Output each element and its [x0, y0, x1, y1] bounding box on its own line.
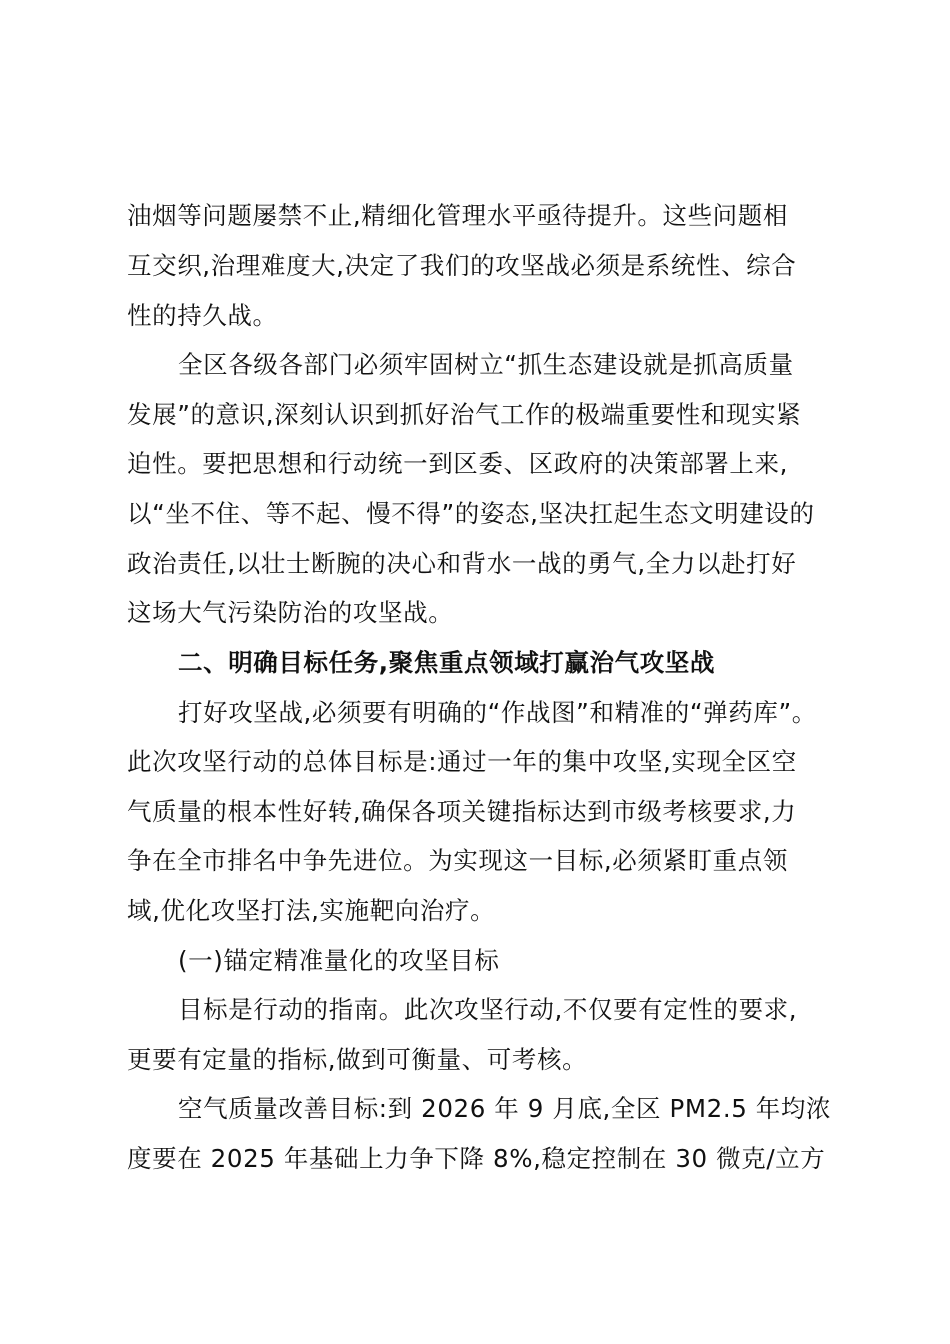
- body-text-line: 互交织,治理难度大,决定了我们的攻坚战必须是系统性、综合: [127, 251, 797, 280]
- body-text-line: 域,优化攻坚打法,实施靶向治疗。: [127, 896, 496, 925]
- body-text-line: 争在全市排名中争先进位。为实现这一目标,必须紧盯重点领: [127, 846, 788, 875]
- body-text-line: 性的持久战。: [127, 301, 278, 330]
- body-text-line: 此次攻坚行动的总体目标是:通过一年的集中攻坚,实现全区空: [127, 747, 797, 776]
- body-text-line: 全区各级各部门必须牢固树立“抓生态建设就是抓高质量: [178, 350, 794, 379]
- body-text-line: 更要有定量的指标,做到可衡量、可考核。: [127, 1045, 588, 1074]
- body-text-line: 空气质量改善目标:到 2026 年 9 月底,全区 PM2.5 年均浓: [178, 1094, 832, 1123]
- body-text-line: 油烟等问题屡禁不止,精细化管理水平亟待提升。这些问题相: [127, 201, 788, 230]
- body-text-line: 打好攻坚战,必须要有明确的“作战图”和精准的“弹药库”。: [178, 698, 817, 727]
- body-text-line: 政治责任,以壮士断腕的决心和背水一战的勇气,全力以赴打好: [127, 549, 797, 578]
- body-text-line: 迫性。要把思想和行动统一到区委、区政府的决策部署上来,: [127, 449, 788, 478]
- body-text-line: 目标是行动的指南。此次攻坚行动,不仅要有定性的要求,: [178, 995, 798, 1024]
- body-text-line: 这场大气污染防治的攻坚战。: [127, 598, 454, 627]
- body-text-line: 气质量的根本性好转,确保各项关键指标达到市级考核要求,力: [127, 797, 797, 826]
- body-text-line: 发展”的意识,深刻认识到抓好治气工作的极端重要性和现实紧: [127, 400, 802, 429]
- section-heading: 二、明确目标任务,聚焦重点领域打赢治气攻坚战: [178, 648, 716, 677]
- subsection-heading: (一)锚定精准量化的攻坚目标: [178, 946, 500, 975]
- body-text-line: 度要在 2025 年基础上力争下降 8%,稳定控制在 30 微克/立方: [127, 1144, 826, 1173]
- body-text-line: 以“坐不住、等不起、慢不得”的姿态,坚决扛起生态文明建设的: [127, 499, 815, 528]
